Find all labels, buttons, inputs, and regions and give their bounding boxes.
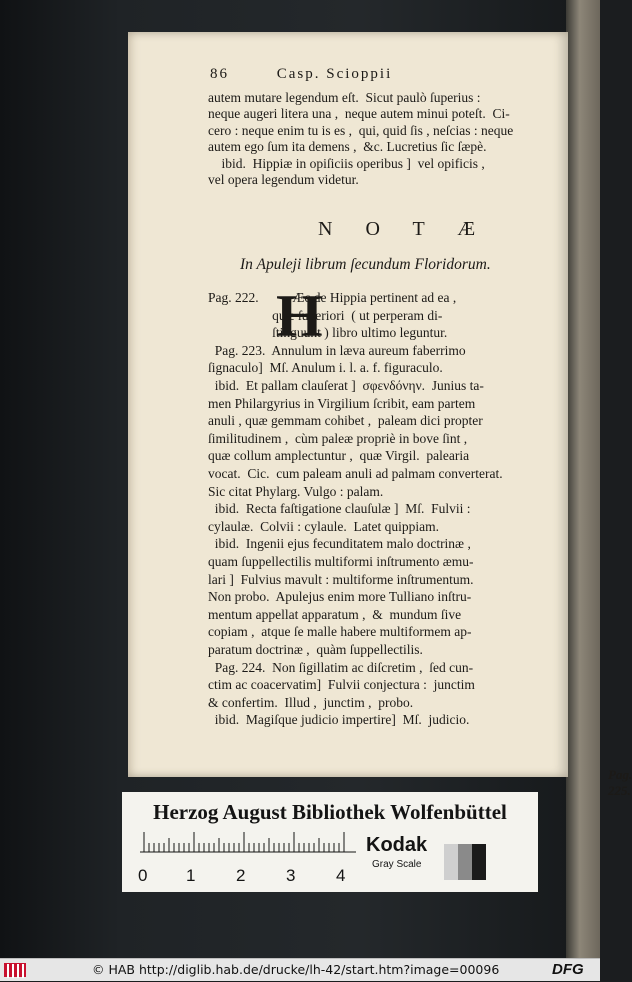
hab-logo-icon [4,963,26,977]
text-line: ibid. Recta faſtigatione clauſulæ ] Mſ. Fulvii : [208,501,471,517]
page-number: 86 [210,66,229,82]
scale-number: 4 [336,866,346,885]
scale-number: 0 [138,866,148,885]
text-line: quæ collum amplectuntur , quæ Virgil. palearia [208,448,470,464]
text-line: quam ſuppellectilis multiformi inſtrumento æmu- [208,554,474,569]
text-line: ibid. Magiſque judicio impertire] Mſ. judicio. [208,712,470,728]
text-line: copiam , atque ſe malle habere multiformem ap- [208,624,472,640]
library-name: Herzog August Bibliothek Wolfenbüttel [153,800,507,824]
text-line: cero : neque enim tu is es , qui, quid ſis , neſcias : neque [208,122,514,138]
text-line: ſimilitudinem , cùm paleæ propriè in bove ſint , [208,430,468,446]
text-line: & confertim. Illud , junctim , probo. [208,694,414,710]
text-line: vel opera legendum videtur. [208,172,359,187]
footer-copyright-link[interactable]: © HAB http://diglib.hab.de/drucke/lh-42/start.htm?image=00096 [92,962,500,977]
text-line: paratum doctrinæ , quàm ſuppellectilis. [208,642,423,657]
running-header [210,66,392,83]
text-line: ibid. Et pallam clauſerat ] σφενδόνην. Junius ta- [208,378,484,393]
text-line: neque augeri litera una , neque autem minui poteſt. Ci- [208,106,510,122]
drop-cap: H [276,283,323,349]
color-target-card [122,792,538,892]
text-line: lari ] Fulvius mavult : multiforme inſtrumentum. [208,571,474,587]
text-line: Non probo. Apulejus enim more Tulliano inſtru- [208,589,472,605]
facing-page-edge [566,0,600,958]
text-line: quæ ſuperiori ( ut perperam di- [208,307,443,323]
text-line: mentum appellat apparatum , & mundum ſive [208,606,462,622]
dfg-logo: DFG [552,961,584,978]
catchword: Pag. 225. [608,767,632,798]
gray-scale-label: Gray Scale [372,859,422,870]
gray-swatch [458,844,472,880]
section-subheading: In Apuleji librum ſecundum Floridorum. [240,256,491,273]
scale-number: 1 [186,866,196,885]
text-line: Pag. 222. Æc de Hippia pertinent ad ea , [208,290,457,305]
running-title: Casp. Scioppii [276,66,393,82]
text-line: Pag. 224. Non ſigillatim ac diſcretim , ſed cun- [208,659,474,675]
text-line: vocat. Cic. cum paleam anuli ad palmam converterat. [208,466,503,481]
text-line: ctim ac coacervatim] Fulvii conjectura : junctim [208,677,475,693]
book-page [128,32,632,798]
footer-bar [0,958,600,981]
text-line: autem mutare legendum eſt. Sicut paulò ſuperius : [208,90,481,105]
text-line: ſignaculo] Mſ. Anulum i. l. a. f. figuraculo. [208,360,443,376]
text-line: Sic citat Phylarg. Vulgo : palam. [208,483,384,499]
text-line: autem ego ſum ita demens , &c. Lucretius ſic ſæpè. [208,139,487,155]
text-line: men Philargyrius in Virgilium ſcribit, eam partem [208,395,476,411]
text-line: ibid. Hippiæ in opiſiciis operibus ] vel opificis , [208,155,485,171]
text-line: ſtinguunt ) libro ultimo leguntur. [208,325,448,341]
scale-number: 3 [286,866,296,885]
section-heading: N O T Æ [318,218,490,240]
text-line: anuli , quæ gemmam cohibet , paleam dici propter [208,413,483,429]
gray-swatch [472,844,486,880]
scale-number: 2 [236,866,246,885]
text-line: Pag. 223. Annulum in læva aureum faberrimo [208,342,466,358]
text-line: ibid. Ingenii ejus fecunditatem malo doctrinæ , [208,536,471,552]
gray-swatch [444,844,458,880]
ruler-scale [140,830,356,860]
text-line: cylaulæ. Colvii : cylaule. Latet quippiam. [208,518,439,534]
kodak-logo: Kodak [366,834,428,856]
